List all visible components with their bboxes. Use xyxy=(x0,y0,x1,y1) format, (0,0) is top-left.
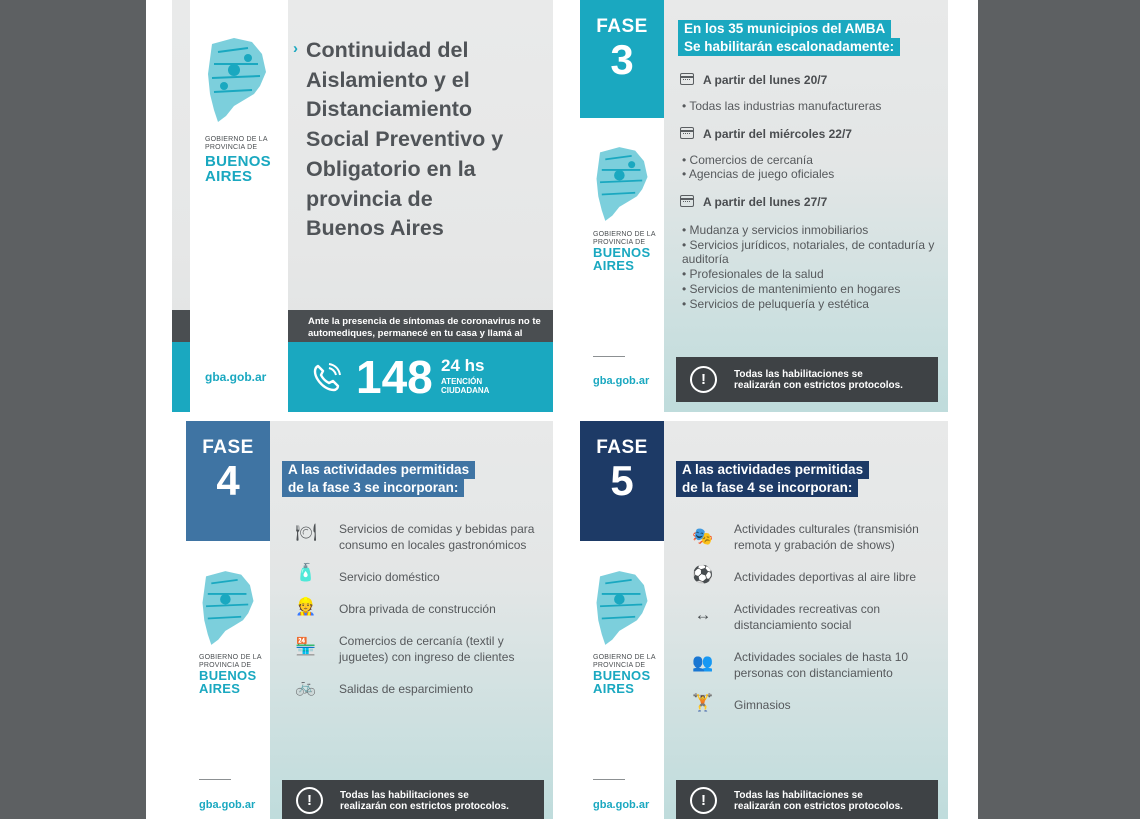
list-item: • Comercios de cercanía xyxy=(682,153,813,167)
activity-item: Salidas de esparcimiento xyxy=(339,682,474,696)
divider xyxy=(199,779,231,780)
exclamation-icon: ! xyxy=(296,787,323,814)
logo-gobierno-text: GOBIERNO DE LA PROVINCIA DE xyxy=(199,654,262,669)
list-item: • Servicios de peluquería y estética xyxy=(682,297,869,311)
list-item: • Mudanza y servicios inmobiliarios xyxy=(682,223,869,237)
card-intro xyxy=(172,0,553,412)
card-fase-5 xyxy=(566,421,948,819)
site-url[interactable]: gba.gob.ar xyxy=(593,375,650,387)
chevron-right-icon: › xyxy=(293,40,298,57)
activity-item: Comercios de cercanía (textil y juguetes) con ingreso de clientes xyxy=(339,634,515,664)
date-heading: A partir del miércoles 22/7 xyxy=(703,127,852,141)
exclamation-icon: ! xyxy=(690,366,717,393)
hotline-number[interactable]: 148 xyxy=(356,351,433,403)
fase-3-badge: FASE 3 xyxy=(580,0,664,118)
activity-item: Obra privada de construcción xyxy=(339,602,496,616)
fase-5-header: A las actividades permitidas de la fase 4 se incorporan: xyxy=(676,461,869,497)
province-map-logo-icon xyxy=(593,566,651,650)
calendar-icon xyxy=(680,73,694,85)
protocol-alert: ! Todas las habilitaciones se realizarán con estrictos protocolos. xyxy=(676,780,938,819)
list-item: • Servicios jurídicos, notariales, de contaduría y xyxy=(682,238,935,252)
sidebar xyxy=(566,0,664,412)
sidebar xyxy=(190,0,288,412)
list-item: • Agencias de juego oficiales xyxy=(682,167,835,181)
notice-banner: Ante la presencia de síntomas de coronavirus no te automediques, permanecé en tu casa y llamá al xyxy=(288,310,553,342)
hotline-hours: 24 hs xyxy=(441,356,485,375)
province-map-logo-icon xyxy=(199,566,257,650)
date-heading: A partir del lunes 20/7 xyxy=(703,73,828,87)
site-url[interactable]: gba.gob.ar xyxy=(593,799,650,811)
page-title: Continuidad del Aislamiento y el Distanciamiento Social Preventivo y Obligatorio en la provincia de Buenos Aires xyxy=(306,38,504,241)
site-url[interactable]: gba.gob.ar xyxy=(199,799,256,811)
leisure-icon: 🚲 xyxy=(295,677,317,696)
activity-item: Gimnasios xyxy=(734,698,791,712)
logo-buenos-aires-text: BUENOS AIRES xyxy=(593,668,651,696)
fase-3-header: En los 35 municipios del AMBA Se habilitarán escalonadamente: xyxy=(678,20,900,56)
province-map-logo-icon xyxy=(204,34,270,126)
activity-item: Actividades sociales de hasta 10 personas con distanciamiento xyxy=(734,650,909,680)
divider xyxy=(593,779,625,780)
hotline-banner xyxy=(288,342,553,412)
card-fase-3 xyxy=(566,0,948,412)
phone-icon xyxy=(310,362,342,394)
logo-buenos-aires-text: BUENOS AIRES xyxy=(199,668,257,696)
date-heading: A partir del lunes 27/7 xyxy=(703,195,828,209)
logo-buenos-aires-text: BUENOS AIRES xyxy=(205,153,271,185)
logo-gobierno-text: GOBIERNO DE LA PROVINCIA DE xyxy=(205,136,268,151)
protocol-alert: ! Todas las habilitaciones se realizarán con estrictos protocolos. xyxy=(282,780,544,819)
sidebar xyxy=(172,421,270,819)
sports-icon: ⚽ xyxy=(692,565,714,584)
logo-gobierno-text: GOBIERNO DE LA PROVINCIA DE xyxy=(593,654,656,669)
document-page xyxy=(146,0,978,819)
theater-icon: 🎭 xyxy=(692,527,714,546)
group-icon: 👥 xyxy=(692,653,714,672)
activity-item: Actividades recreativas con distanciamiento social xyxy=(734,602,881,632)
activity-item: Actividades deportivas al aire libre xyxy=(734,570,917,584)
fase-5-badge: FASE 5 xyxy=(580,421,664,541)
calendar-icon xyxy=(680,127,694,139)
list-item: auditoría xyxy=(682,252,729,266)
activity-item: Actividades culturales (transmisión remota y grabación de shows) xyxy=(734,522,919,552)
divider xyxy=(593,356,625,357)
logo-buenos-aires-text: BUENOS AIRES xyxy=(593,245,651,273)
exclamation-icon: ! xyxy=(690,787,717,814)
fase-4-header: A las actividades permitidas de la fase 3 se incorporan: xyxy=(282,461,475,497)
card-fase-4 xyxy=(172,421,553,819)
fase-4-badge: FASE 4 xyxy=(186,421,270,541)
store-icon: 🏪 xyxy=(295,637,317,656)
food-service-icon: 🍽 xyxy=(295,523,317,542)
site-url[interactable]: gba.gob.ar xyxy=(205,370,267,384)
logo-gobierno-text: GOBIERNO DE LA PROVINCIA DE xyxy=(593,231,656,246)
activity-item: Servicio doméstico xyxy=(339,570,440,584)
protocol-alert: ! Todas las habilitaciones se realizarán con estrictos protocolos. xyxy=(676,357,938,402)
hotline-attention: ATENCIÓN CIUDADANA xyxy=(441,377,490,395)
list-item: • Todas las industrias manufactureras xyxy=(682,99,882,113)
list-item: • Profesionales de la salud xyxy=(682,267,824,281)
construction-worker-icon: 👷 xyxy=(295,597,317,616)
distance-icon: ↔ xyxy=(694,605,712,624)
sidebar xyxy=(566,421,664,819)
province-map-logo-icon xyxy=(593,142,651,226)
dumbbell-icon: 🏋 xyxy=(692,693,714,712)
left-teal-band xyxy=(172,342,190,412)
activity-item: Servicios de comidas y bebidas para consumo en locales gastronómicos xyxy=(339,522,535,552)
calendar-icon xyxy=(680,195,694,207)
list-item: • Servicios de mantenimiento en hogares xyxy=(682,282,901,296)
left-grey-band xyxy=(172,310,190,342)
cleaning-icon: 🧴 xyxy=(295,563,317,582)
